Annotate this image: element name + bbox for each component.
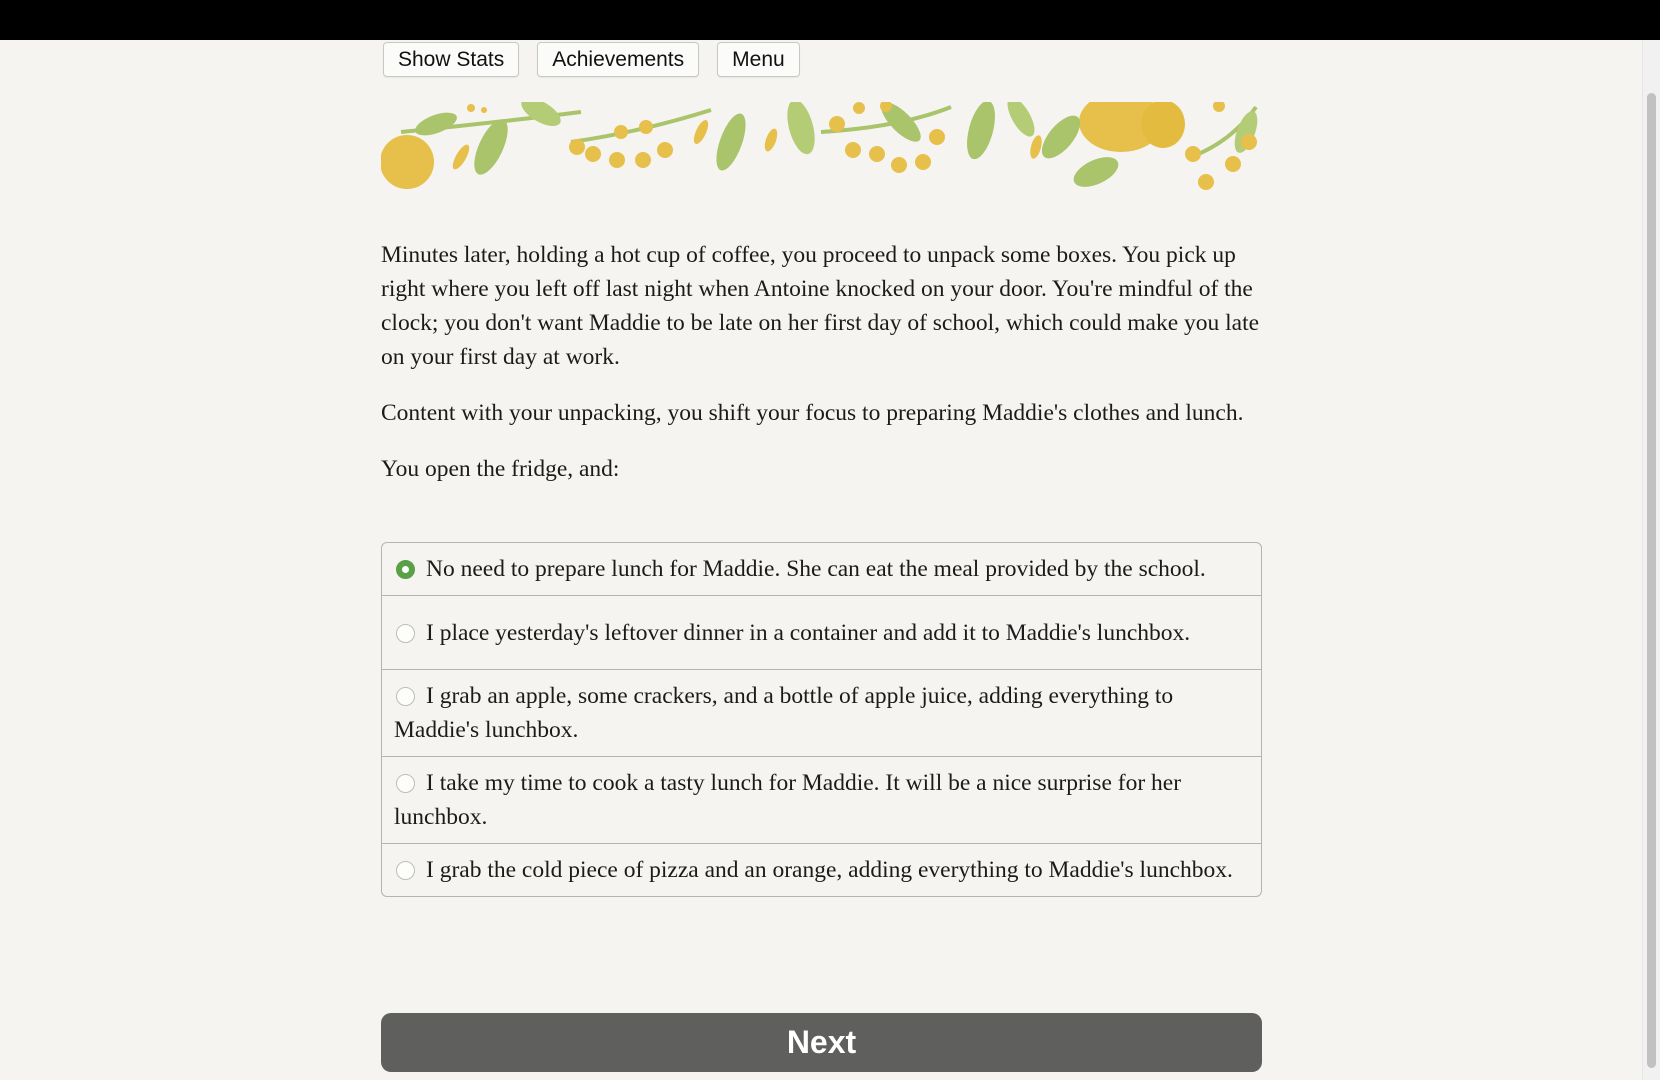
choice-label: I grab the cold piece of pizza and an orange, adding everything to Maddie's lunchbox. [426, 857, 1233, 883]
choice-option-5[interactable] [382, 843, 1261, 896]
scrollbar-thumb[interactable] [1647, 93, 1656, 1068]
choice-option-2[interactable] [382, 595, 1261, 669]
achievements-button[interactable]: Achievements [537, 42, 699, 77]
choice-label: I take my time to cook a tasty lunch for Maddie. It will be a nice surprise for her lunchbox. [394, 770, 1182, 830]
lemon-branch-banner [381, 102, 1262, 192]
show-stats-button[interactable]: Show Stats [383, 42, 519, 77]
radio-unselected-icon[interactable] [396, 687, 415, 706]
radio-selected-icon[interactable] [396, 560, 415, 579]
choice-label: I place yesterday's leftover dinner in a container and add it to Maddie's lunchbox. [426, 620, 1191, 646]
lemon-branch-decoration-icon [381, 102, 1262, 192]
radio-unselected-icon[interactable] [396, 624, 415, 643]
radio-unselected-icon[interactable] [396, 774, 415, 793]
choice-list [381, 542, 1262, 897]
choice-option-1[interactable] [382, 543, 1261, 595]
choice-option-4[interactable] [382, 756, 1261, 843]
stats-bar [383, 42, 800, 77]
story-paragraph: You open the fridge, and: [381, 456, 620, 482]
menu-button[interactable]: Menu [717, 42, 800, 77]
choice-option-3[interactable] [382, 669, 1261, 756]
choice-label: No need to prepare lunch for Maddie. She can eat the meal provided by the school. [426, 556, 1206, 582]
radio-unselected-icon[interactable] [396, 861, 415, 880]
story-paragraph: Minutes later, holding a hot cup of coffee, you proceed to unpack some boxes. You pick up right where you left off last night when Antoine knocked on your door. You're mindful of the clock; you don't want Maddie to be late on her first day of school, which could make you late on your first day at work. [381, 242, 1260, 370]
next-button[interactable]: Next [381, 1013, 1262, 1072]
story-text [381, 238, 1262, 508]
choice-label: I grab an apple, some crackers, and a bottle of apple juice, adding everything to Maddie's lunchbox. [394, 683, 1174, 743]
browser-top-bar [0, 0, 1660, 40]
story-paragraph: Content with your unpacking, you shift your focus to preparing Maddie's clothes and lunch. [381, 400, 1244, 426]
